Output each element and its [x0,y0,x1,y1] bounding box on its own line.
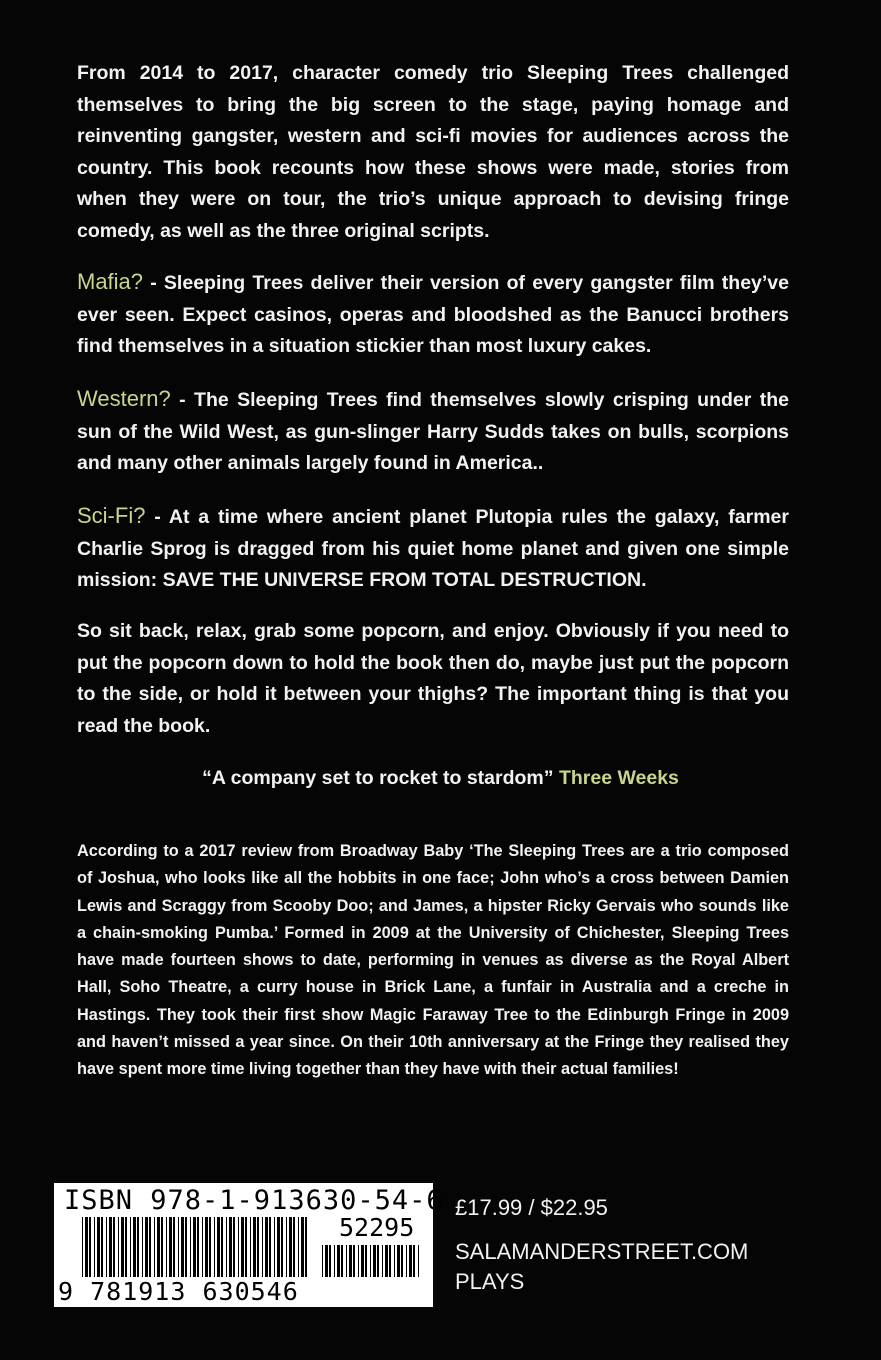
barcode-bar [305,1217,307,1277]
barcode-bar [358,1245,359,1277]
barcode-bar [337,1245,340,1277]
barcode-bar [166,1217,167,1277]
barcode-bar [361,1245,364,1277]
barcode-bar [97,1217,100,1277]
barcode-bar [245,1217,247,1277]
barcode-bar [130,1217,131,1277]
barcode-bar [401,1245,403,1277]
addon-barcode-bars [322,1245,422,1277]
ean-digits: 9 781913 630546 [58,1277,299,1306]
barcode-bar [209,1217,211,1277]
barcode-bar [325,1245,328,1277]
barcode-bar [286,1217,287,1277]
barcode-bar [241,1217,244,1277]
barcode-bar [394,1245,395,1277]
barcode-bar [274,1217,275,1277]
barcode-bar [385,1245,388,1277]
barcode-bar [89,1217,91,1277]
barcode-bar [169,1217,172,1277]
barcode-bar [113,1217,115,1277]
barcode-bar [341,1245,343,1277]
barcode-bar [85,1217,88,1277]
barcode-bar [349,1245,352,1277]
barcode-bar [257,1217,259,1277]
barcode-bar [214,1217,215,1277]
barcode-bar [173,1217,175,1277]
barcode-bar [413,1245,415,1277]
barcode-bar [101,1217,103,1277]
bio-paragraph: According to a 2017 review from Broadway Baby ‘The Sleeping Trees are a trio composed of Joshua, who looks like all the hobbits in one face; John who’s a cross between Damien Lewis and Scraggy from Scooby Doo; and James, a hipster Ricky Gervais who sounds like a chain-smoking Pumba.’ Formed in 2009 at the University of Chichester, Sleeping Trees have made fourteen shows to date, performing in venues as diverse as the Royal Albert Hall, Soho Theatre, a curry house in Brick Lane, a funfair in Australia and a creche in Hastings. They took their first show Magic Faraway Tree to the Edinburgh Fringe in 2009 and haven’t missed a year since. On their 10th anniversary at the Fringe they realised they have spent more time living together than they have with their actual families! [77,842,789,1079]
isbn-barcode [54,1183,444,1307]
barcode-bar [205,1217,208,1277]
barcode-bar [262,1217,263,1277]
ean-barcode-bars [82,1217,312,1277]
barcode-bar [253,1217,256,1277]
barcode-bar [346,1245,347,1277]
barcode-bar [202,1217,203,1277]
quote-text: “A company set to rocket to stardom” [202,767,554,789]
barcode-bar [178,1217,179,1277]
barcode-bar [233,1217,235,1277]
barcode-bar [293,1217,295,1277]
barcode-bar [301,1217,304,1277]
review-quote [0,763,881,795]
book-category: PLAYS [455,1269,525,1294]
barcode-bar [329,1245,331,1277]
show-title: Mafia? [77,269,144,294]
barcode-bar [406,1245,407,1277]
barcode-bar [217,1217,220,1277]
barcode-bar [397,1245,400,1277]
show-entry-mafia [77,266,789,363]
intro-paragraph: From 2014 to 2017, character comedy trio Sleeping Trees challenged themselves to bring the big screen to the stage, paying homage and reinventing gangster, western and sci-fi movies for audiences across the country. This book recounts how these shows were made, stories from when they were on tour, the trio’s unique approach to devising fringe comedy, as well as the three original scripts. [77,62,789,242]
barcode-bar [334,1245,335,1277]
barcode-bar [149,1217,151,1277]
barcode-bar [221,1217,223,1277]
isbn-number: ISBN 978-1-913630-54-6 [64,1185,444,1216]
barcode-bar [121,1217,124,1277]
price: £17.99 / $22.95 [455,1195,608,1220]
show-description: - At a time where ancient planet Plutopia rules the galaxy, farmer Charlie Sprog is dragged from his quiet home planet and given one simple mission: SAVE THE UNIVERSE FROM TOTAL DESTRUCTION. [77,506,789,591]
barcode-bar [133,1217,136,1277]
publisher-website: SALAMANDERSTREET.COM [455,1239,749,1264]
barcode-bar [193,1217,196,1277]
barcode-bar [118,1217,119,1277]
barcode-bar [277,1217,280,1277]
barcode-bar [190,1217,191,1277]
price-code: 52295 [339,1213,415,1242]
barcode-bar [418,1245,419,1277]
show-description: - Sleeping Trees deliver their version of every gangster film they’ve ever seen. Expect casinos, operas and bloodshed as the Banucci brothers find themselves in a situation stickier than most luxury cakes. [77,272,789,357]
barcode-bar [137,1217,139,1277]
barcode-bar [250,1217,251,1277]
barcode-bar [145,1217,148,1277]
show-description: - The Sleeping Trees find themselves slowly crisping under the sun of the Wild West, as gun-slinger Harry Sudds takes on bulls, scorpions and many other animals largely found in America.. [77,389,789,474]
barcode-bar [109,1217,112,1277]
barcode-bar [373,1245,376,1277]
barcode-bar [409,1245,412,1277]
barcode-bar [389,1245,391,1277]
barcode-bar [181,1217,184,1277]
barcode-bar [94,1217,95,1277]
barcode-bar [269,1217,271,1277]
closing-paragraph: So sit back, relax, grab some popcorn, and enjoy. Obviously if you need to put the popcorn down to hold the book then do, maybe just put the popcorn to the side, or hold it between your thighs? The important thing is that you read the book. [77,620,789,737]
barcode-bar [298,1217,299,1277]
show-entry-scifi [77,500,789,597]
barcode-bar [106,1217,107,1277]
barcode-bar [370,1245,371,1277]
barcode-bar [154,1217,155,1277]
barcode-bar [382,1245,383,1277]
show-title: Western? [77,386,171,411]
barcode-bar [229,1217,232,1277]
barcode-bar [226,1217,227,1277]
barcode-bar [185,1217,187,1277]
barcode-bar [281,1217,283,1277]
show-entry-western [77,383,789,480]
barcode-bar [365,1245,367,1277]
barcode-bar [377,1245,379,1277]
barcode-bar [289,1217,292,1277]
barcode-bar [82,1217,83,1277]
barcode-bar [142,1217,143,1277]
barcode-bar [238,1217,239,1277]
barcode-bar [322,1245,323,1277]
quote-source: Three Weeks [558,767,679,789]
barcode-bar [197,1217,199,1277]
barcode-bar [157,1217,160,1277]
barcode-bar [125,1217,127,1277]
show-title: Sci-Fi? [77,503,146,528]
barcode-bar [161,1217,163,1277]
barcode-bar [353,1245,355,1277]
barcode-bar [265,1217,268,1277]
